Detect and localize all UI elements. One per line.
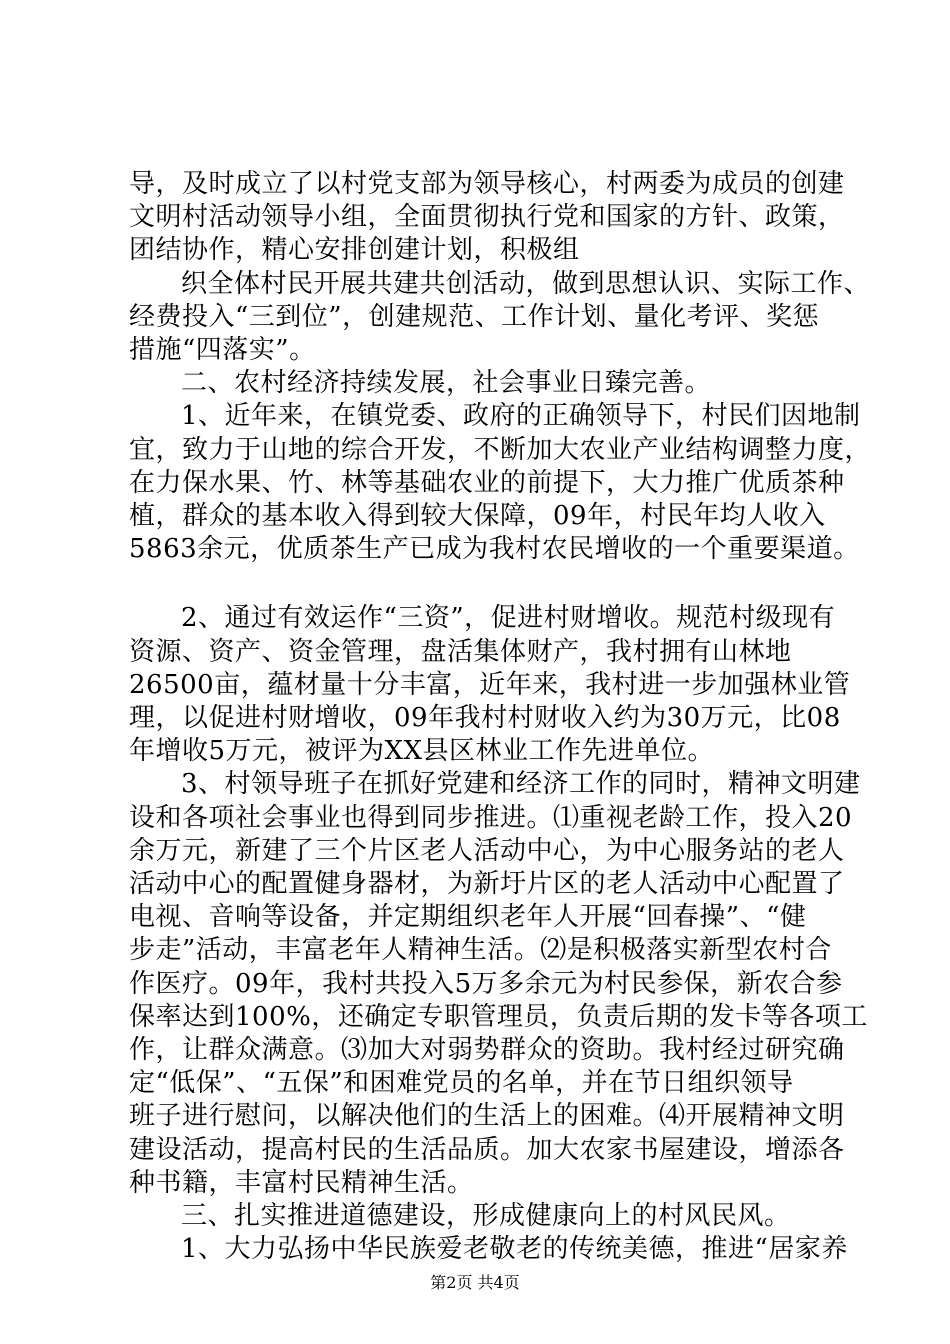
page-number-footer: 第2页 共4页 — [430, 1273, 520, 1292]
body-text-line: 1、近年来，在镇党委、政府的正确领导下，村民们因地制 — [181, 401, 861, 431]
body-text-line: 植，群众的基本收入得到较大保障，09年，村民年均人收入 — [129, 501, 826, 531]
body-text-line: 活动中心的配置健身器材，为新圩片区的老人活动中心配置了 — [129, 869, 845, 899]
body-text-line: 3、村领导班子在抓好党建和经济工作的同时，精神文明建 — [181, 769, 861, 799]
body-text-line: 经费投入“三到位”，创建规范、工作计划、量化考评、奖惩 — [129, 302, 820, 332]
body-text-line: 26500亩，蕴材量十分丰富，近年来，我村进一步加强林业管 — [129, 670, 851, 700]
section-heading: 二、农村经济持续发展，社会事业日臻完善。 — [181, 368, 712, 398]
body-text-line: 电视、音响等设备，并定期组织老年人开展“回春操”、“健 — [129, 902, 807, 932]
body-text-line: 年增收5万元，被评为XX县区林业工作先进单位。 — [129, 736, 715, 766]
body-text-line: 作医疗。09年，我村共投入5万多余元为村民参保，新农合参 — [129, 969, 843, 999]
body-text-line: 5863余元，优质茶生产已成为我村农民增收的一个重要渠道。 — [129, 534, 860, 564]
body-text-line: 团结协作，精心安排创建计划，积极组 — [129, 235, 580, 265]
body-text-line: 文明村活动领导小组，全面贯彻执行党和国家的方针、政策， — [129, 202, 845, 232]
section-heading: 三、扎实推进道德建设，形成健康向上的村风民风。 — [181, 1201, 791, 1231]
body-text-line: 2、通过有效运作“三资”，促进村财增收。规范村级现有 — [181, 603, 836, 633]
body-text-line: 作，让群众满意。⑶加大对弱势群众的资助。我村经过研究确 — [129, 1035, 845, 1065]
body-text-line: 1、大力弘扬中华民族爱老敬老的传统美德，推进“居家养 — [181, 1234, 848, 1264]
body-text-line: 宜，致力于山地的综合开发，不断加大农业产业结构调整力度， — [129, 435, 872, 465]
body-text-line: 种书籍，丰富村民精神生活。 — [129, 1168, 474, 1198]
body-text-line: 保率达到100%，还确定专职管理员，负责后期的发卡等各项工 — [129, 1002, 868, 1032]
body-text-line: 在力保水果、竹、林等基础农业的前提下，大力推广优质茶种 — [129, 468, 845, 498]
body-text-line: 建设活动，提高村民的生活品质。加大农家书屋建设，增添各 — [129, 1135, 845, 1165]
body-text-line: 余万元，新建了三个片区老人活动中心，为中心服务站的老人 — [129, 836, 845, 866]
body-text-line: 定“低保”、“五保”和困难党员的名单，并在节日组织领导 — [129, 1068, 794, 1098]
body-text-line: 理，以促进村财增收，09年我村村财收入约为30万元，比08 — [129, 703, 841, 733]
body-text-line: 班子进行慰问，以解决他们的生活上的困难。⑷开展精神文明 — [129, 1101, 845, 1131]
body-text-line: 措施“四落实”。 — [129, 335, 316, 365]
body-text-line: 织全体村民开展共建共创活动，做到思想认识、实际工作、 — [181, 269, 871, 299]
body-text-line: 资源、资产、资金管理，盘活集体财产，我村拥有山林地 — [129, 637, 792, 667]
body-text-line: 步走”活动，丰富老年人精神生活。⑵是积极落实新型农村合 — [129, 935, 832, 965]
body-text-line: 导，及时成立了以村党支部为领导核心，村两委为成员的创建 — [129, 169, 845, 199]
body-text-line: 设和各项社会事业也得到同步推进。⑴重视老龄工作，投入20 — [129, 803, 853, 833]
